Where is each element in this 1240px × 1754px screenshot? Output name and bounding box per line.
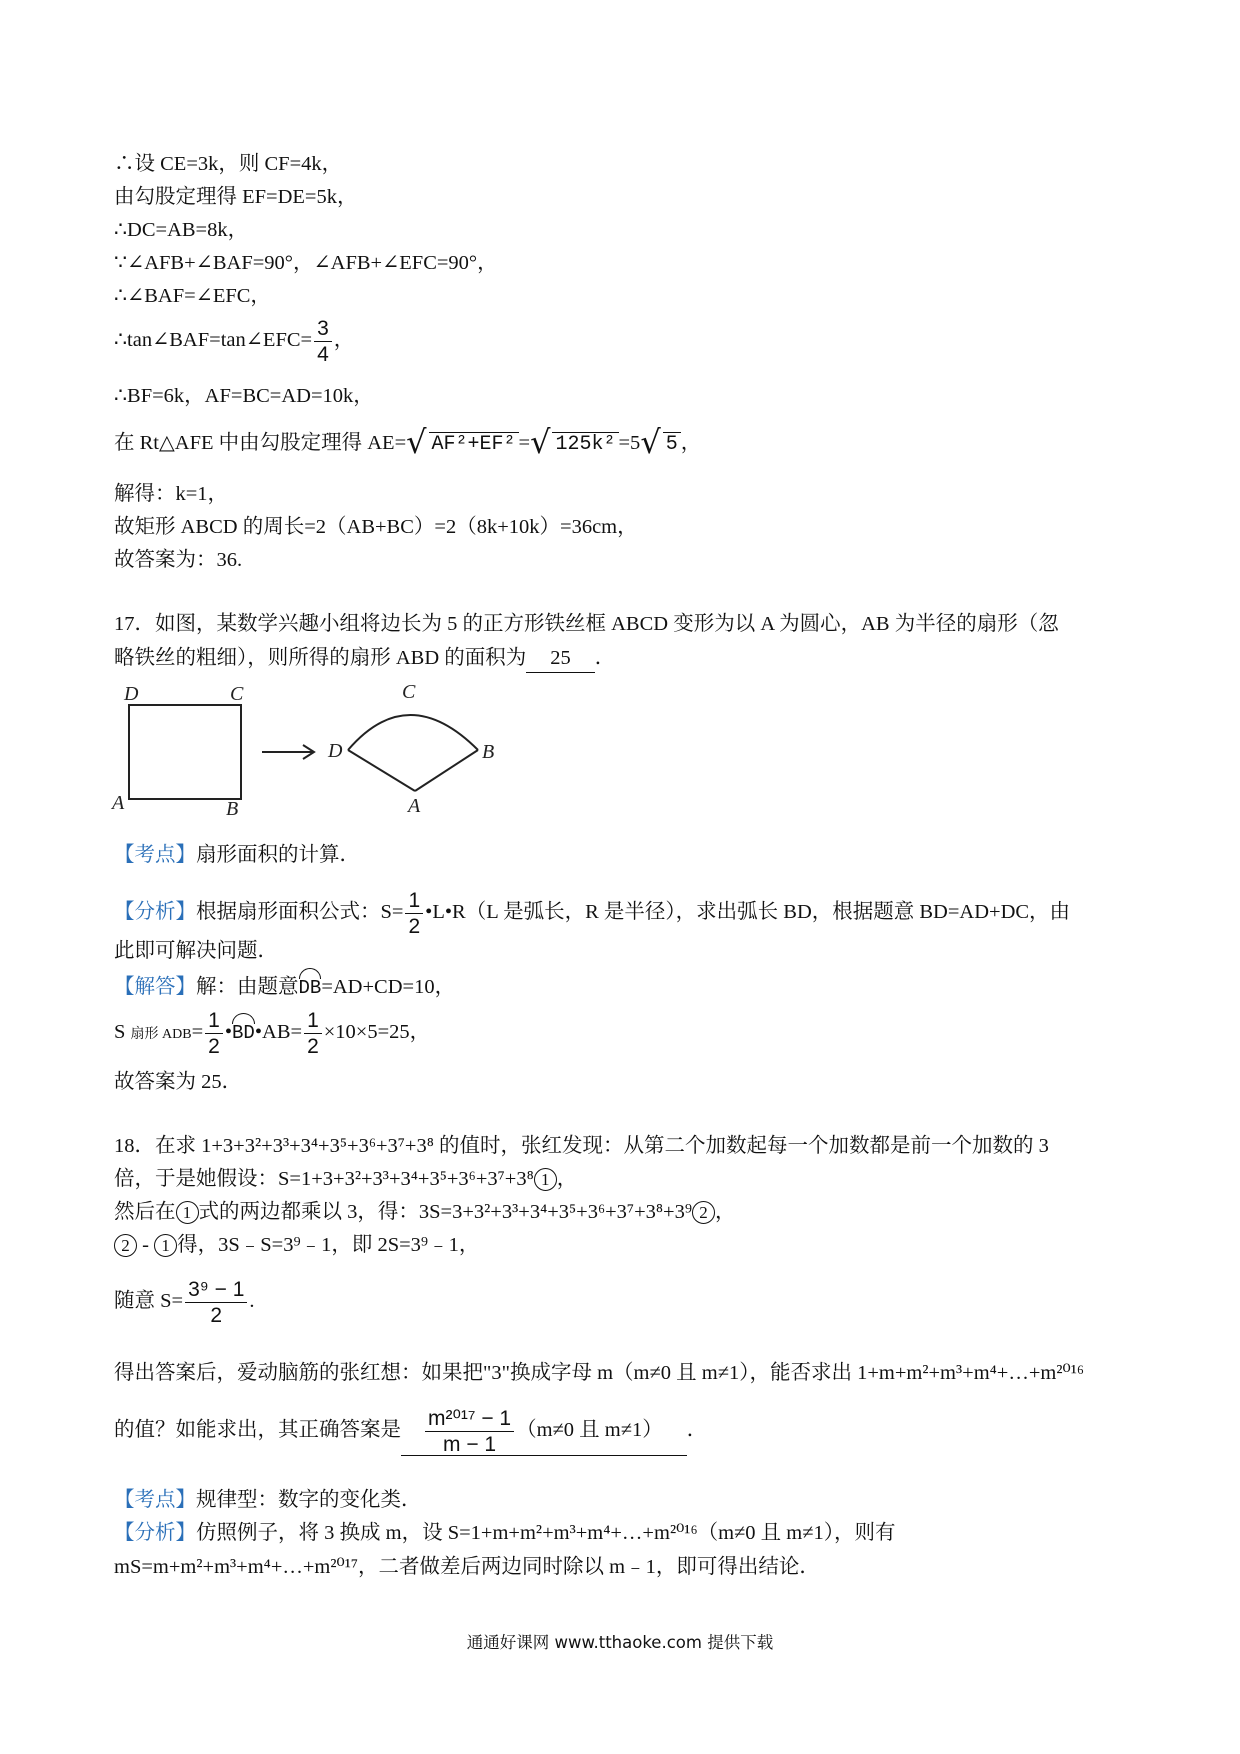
text-segment: 根据扇形面积公式：S= xyxy=(196,901,404,924)
q17-fenxi-line2: 此即可解决问题． xyxy=(114,940,278,962)
text-segment: 在 Rt△AFE 中由勾股定理得 AE= xyxy=(114,432,407,454)
text-line: ∴DC=AB=8k， xyxy=(114,219,249,241)
fenxi-tag: 【分析】 xyxy=(114,901,196,924)
text-line: ∴设 CE=3k，则 CF=4k， xyxy=(114,153,343,175)
fenxi-tag: 【分析】 xyxy=(114,1522,196,1544)
q18-text-line xyxy=(114,1198,736,1226)
q18-s-fraction-line xyxy=(114,1279,255,1326)
q17-fenxi xyxy=(114,890,1070,937)
subscript: 扇形 ADB xyxy=(130,1027,192,1043)
arc-bd: BD xyxy=(232,1013,255,1047)
text-segment: = xyxy=(191,1021,204,1044)
numerator: 1 xyxy=(408,889,421,912)
label-d: D xyxy=(124,683,139,705)
label-d: D xyxy=(328,740,343,762)
radical-sign: √ xyxy=(406,423,427,461)
fraction xyxy=(405,890,423,937)
kaodian-text: 规律型：数字的变化类． xyxy=(196,1489,422,1511)
text-segment: ∴tan∠BAF=tan∠EFC= xyxy=(114,329,313,352)
arc-db: DB xyxy=(299,968,322,1002)
sector-arc xyxy=(348,715,478,750)
q17-kaodian xyxy=(114,841,360,869)
label-a: A xyxy=(408,795,421,817)
text-line: 解得：k=1， xyxy=(114,483,229,505)
text-segment: ， xyxy=(680,432,702,454)
jieda-tag: 【解答】 xyxy=(114,976,196,998)
tan-equation-line xyxy=(114,318,354,365)
condition: （m≠0 且 m≠1） xyxy=(516,1419,663,1442)
q18-text-line: 得出答案后，爱动脑筋的张红想：如果把"3"换成字母 m（m≠0 且 m≠1），能否求出 1+m+m²+m³+m⁴+…+m²⁰¹⁶ xyxy=(114,1362,1085,1384)
q17-figure xyxy=(110,678,530,818)
circled-number: 1 xyxy=(176,1201,199,1224)
text-segment: •AB= xyxy=(254,1021,303,1044)
radicand: 5 xyxy=(663,432,681,457)
q17-text-line xyxy=(114,644,615,673)
text-segment: 解：由题意 xyxy=(196,976,299,998)
square-abcd xyxy=(129,705,241,799)
text-segment: 倍，于是她假设：S=1+3+3²+3³+3⁴+3⁵+3⁶+3⁷+3⁸ xyxy=(114,1168,534,1190)
text-segment: ． xyxy=(594,647,616,669)
text-segment: ， xyxy=(333,329,355,352)
text-segment: 然后在 xyxy=(114,1201,176,1223)
numerator: 1 xyxy=(307,1009,319,1032)
text-segment: 略铁丝的粗细），则所得的扇形 ABD 的面积为 xyxy=(114,647,527,669)
q17-text-line: 17．如图，某数学兴趣小组将边长为 5 的正方形铁丝框 ABCD 变形为以 A 为圆心，AB 为半径的扇形（忽 xyxy=(114,613,1059,635)
text-segment: 式的两边都乘以 3，得：3S=3+3²+3³+3⁴+3⁵+3⁶+3⁷+3⁸+3⁹ xyxy=(198,1201,693,1223)
text-line: 故答案为：36. xyxy=(114,549,243,571)
fraction xyxy=(304,1010,322,1057)
numerator: 1 xyxy=(208,1009,220,1032)
circled-number: 2 xyxy=(692,1201,715,1224)
text-segment: =5 xyxy=(618,432,641,454)
text-segment: • xyxy=(224,1021,233,1044)
circled-number: 1 xyxy=(154,1234,177,1257)
label-a: A xyxy=(112,792,125,814)
kaodian-text: 扇形面积的计算． xyxy=(196,844,360,866)
denominator: 2 xyxy=(205,1033,223,1057)
q18-kaodian xyxy=(114,1486,422,1514)
text-segment: . xyxy=(249,1290,255,1313)
text-line: ∴BF=6k，AF=BC=AD=10k， xyxy=(114,385,374,407)
text-segment: ， xyxy=(556,1168,578,1190)
footer-text: 通通好课网 www.tthaoke.com 提供下载 xyxy=(466,1633,774,1652)
fraction xyxy=(425,1408,514,1455)
text-segment: 得，3S﹣S=3⁹﹣1，即 2S=3⁹﹣1， xyxy=(177,1234,480,1256)
sector-radius-ad xyxy=(348,750,415,791)
q17-conclusion: 故答案为 25． xyxy=(114,1071,243,1093)
q17-jieda xyxy=(114,968,455,1002)
text-line: 故矩形 ABCD 的周长=2（AB+BC）=2（8k+10k）=36cm， xyxy=(114,516,638,538)
radical-sign: √ xyxy=(640,423,661,461)
denominator: m − 1 xyxy=(425,1431,514,1455)
text-line: 由勾股定理得 EF=DE=5k， xyxy=(114,186,358,208)
circled-number: 2 xyxy=(114,1234,137,1257)
radicand: 125k² xyxy=(552,432,618,457)
kaodian-tag: 【考点】 xyxy=(114,1489,196,1511)
circled-number: 1 xyxy=(534,1168,557,1191)
q18-answer-line xyxy=(114,1408,707,1456)
text-segment: ． xyxy=(686,1419,708,1442)
label-c: C xyxy=(230,683,244,705)
answer-blank: 25 xyxy=(526,644,595,673)
fraction xyxy=(185,1279,247,1326)
text-segment: 仿照例子，将 3 换成 m，设 S=1+m+m²+m³+m⁴+…+m²⁰¹⁶（m≠0 且 m≠1），则有 xyxy=(196,1522,896,1544)
fraction xyxy=(314,318,332,365)
numerator: 3 xyxy=(317,317,329,340)
q17-area-equation xyxy=(114,1010,430,1057)
numerator: 3⁹ − 1 xyxy=(188,1278,245,1301)
answer-blank xyxy=(401,1408,687,1456)
q18-text-line: 18．在求 1+3+3²+3³+3⁴+3⁵+3⁶+3⁷+3⁸ 的值时，张红发现：从第二个加数起每一个加数都是前一个加数的 3 xyxy=(114,1135,1049,1157)
text-line: ∵∠AFB+∠BAF=90°，∠AFB+∠EFC=90°， xyxy=(114,252,498,274)
label-b: B xyxy=(482,741,495,763)
text-segment: S xyxy=(114,1021,131,1044)
radical-sign: √ xyxy=(530,423,551,461)
text-line: ∴∠BAF=∠EFC， xyxy=(114,285,271,307)
text-segment: = xyxy=(518,432,531,454)
numerator: m²⁰¹⁷ − 1 xyxy=(428,1407,512,1430)
q18-text-line xyxy=(114,1165,577,1193)
kaodian-tag: 【考点】 xyxy=(114,844,196,866)
label-b: B xyxy=(226,798,239,818)
q18-fenxi-line2: mS=m+m²+m³+m⁴+…+m²⁰¹⁷，二者做差后两边同时除以 m﹣1，即可得出结论． xyxy=(114,1556,820,1578)
text-segment: ×10×5=25， xyxy=(323,1021,431,1044)
fraction xyxy=(205,1010,223,1057)
denominator: 2 xyxy=(185,1302,247,1326)
text-segment: 随意 S= xyxy=(114,1290,184,1313)
sector-radius-ab xyxy=(415,750,478,791)
denominator: 2 xyxy=(304,1033,322,1057)
text-segment: 的值？如能求出，其正确答案是 xyxy=(114,1419,401,1442)
text-segment: •L•R（L 是弧长，R 是半径），求出弧长 BD，根据题意 BD=AD+DC，由 xyxy=(425,901,1071,924)
q18-fenxi xyxy=(114,1519,896,1547)
pythagoras-line xyxy=(114,423,702,461)
q18-text-line xyxy=(114,1231,479,1259)
label-c: C xyxy=(402,681,416,703)
radicand: AF²+EF² xyxy=(429,432,519,457)
text-segment: ， xyxy=(715,1201,736,1223)
text-segment: - xyxy=(137,1234,155,1256)
denominator: 2 xyxy=(405,913,423,937)
text-segment: =AD+CD=10， xyxy=(321,976,456,998)
denominator: 4 xyxy=(314,341,332,365)
